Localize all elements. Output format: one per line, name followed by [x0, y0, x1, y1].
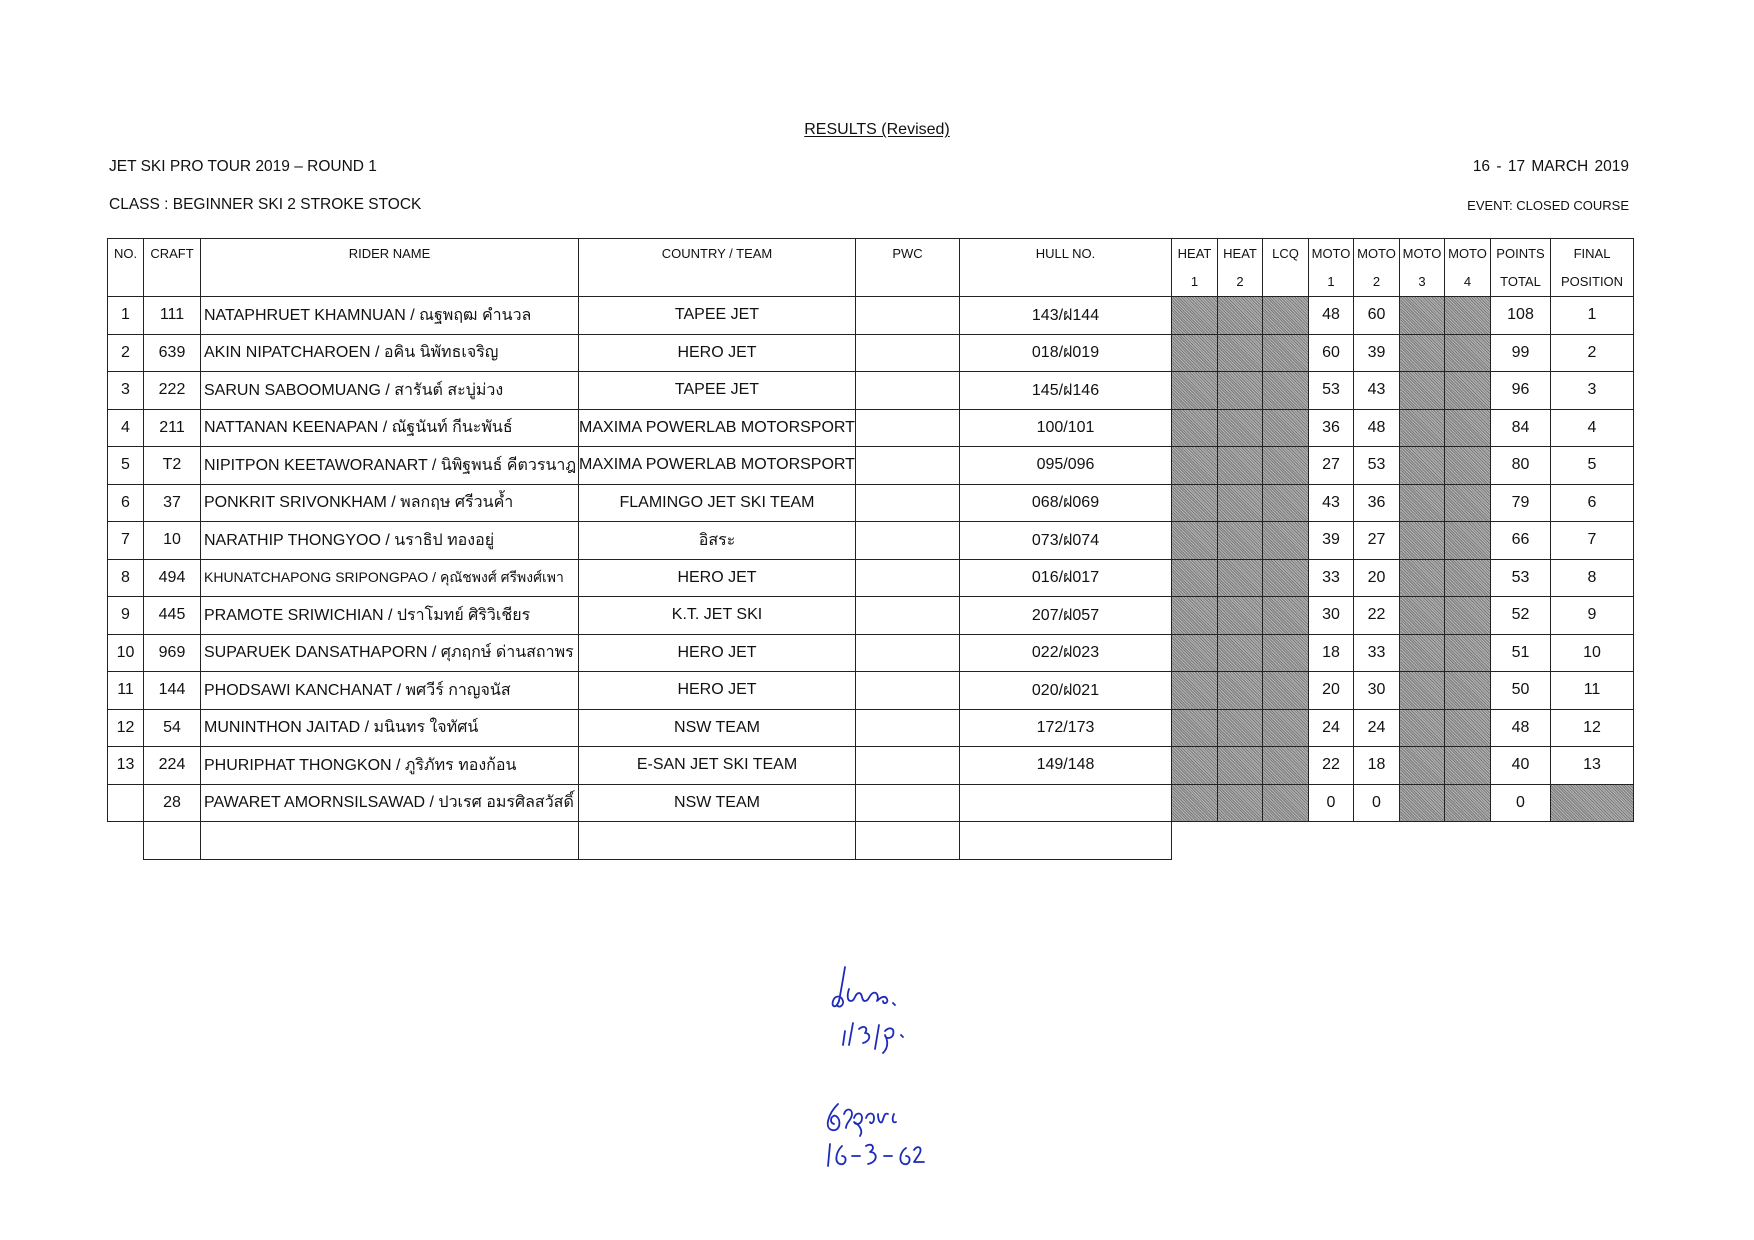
cell-pwc	[856, 484, 960, 522]
col-moto1-number: 1	[1309, 268, 1354, 297]
signature-1	[825, 965, 935, 1065]
cell-final-position: 3	[1551, 372, 1634, 410]
cell-no: 8	[108, 559, 144, 597]
table-row	[108, 597, 1634, 635]
cell-team: อิสระ	[579, 522, 856, 560]
cell-final-position: 12	[1551, 709, 1634, 747]
cell-heat2-shaded	[1218, 372, 1263, 410]
cell-no: 13	[108, 747, 144, 785]
col-no-header: NO.	[108, 239, 144, 268]
empty-cell	[1172, 822, 1218, 860]
cell-moto3-shaded	[1400, 634, 1445, 672]
cell-final-position: 7	[1551, 522, 1634, 560]
cell-moto1: 43	[1309, 484, 1354, 522]
col-moto2-header: MOTO	[1354, 239, 1400, 268]
cell-hull: 020/ฝ021	[960, 672, 1172, 710]
cell-lcq-shaded	[1263, 522, 1309, 560]
cell-no: 11	[108, 672, 144, 710]
cell-heat1-shaded	[1172, 484, 1218, 522]
col-heat2-header: HEAT	[1218, 239, 1263, 268]
cell-moto2: 48	[1354, 409, 1400, 447]
cell-moto1: 18	[1309, 634, 1354, 672]
cell-craft: 28	[144, 784, 201, 822]
cell-moto3-shaded	[1400, 484, 1445, 522]
cell-pwc	[856, 372, 960, 410]
empty-cell	[1491, 822, 1551, 860]
cell-team: FLAMINGO JET SKI TEAM	[579, 484, 856, 522]
col-moto2-number: 2	[1354, 268, 1400, 297]
cell-hull: 149/148	[960, 747, 1172, 785]
cell-heat1-shaded	[1172, 522, 1218, 560]
cell-moto2: 0	[1354, 784, 1400, 822]
cell-heat1-shaded	[1172, 334, 1218, 372]
results-table	[107, 238, 1634, 860]
cell-craft: 445	[144, 597, 201, 635]
cell-lcq-shaded	[1263, 672, 1309, 710]
cell-craft: 54	[144, 709, 201, 747]
cell-moto2: 30	[1354, 672, 1400, 710]
cell-points-total: 48	[1491, 709, 1551, 747]
cell-rider-name: SARUN SABOOMUANG / สารันต์ สะบู่ม่วง	[201, 372, 579, 410]
cell-heat1-shaded	[1172, 597, 1218, 635]
cell-moto2: 39	[1354, 334, 1400, 372]
empty-cell	[1445, 822, 1491, 860]
col-heat1-number: 1	[1172, 268, 1218, 297]
cell-moto1: 53	[1309, 372, 1354, 410]
cell-moto2: 18	[1354, 747, 1400, 785]
cell-moto2: 27	[1354, 522, 1400, 560]
table-row	[108, 784, 1634, 822]
cell-moto1: 39	[1309, 522, 1354, 560]
cell-rider-name: KHUNATCHAPONG SRIPONGPAO / คุณัชพงศ์ ศรีพงศ์เพา	[201, 559, 579, 597]
cell-rider-name: PHODSAWI KANCHANAT / พศวีร์ กาญจนัส	[201, 672, 579, 710]
cell-team: HERO JET	[579, 634, 856, 672]
cell-no: 12	[108, 709, 144, 747]
cell-points-total: 52	[1491, 597, 1551, 635]
cell-final-position: 11	[1551, 672, 1634, 710]
cell-moto4-shaded	[1445, 559, 1491, 597]
cell-moto1: 36	[1309, 409, 1354, 447]
cell-moto2: 24	[1354, 709, 1400, 747]
col-heat1-header: HEAT	[1172, 239, 1218, 268]
cell-moto2: 43	[1354, 372, 1400, 410]
cell-points-total: 99	[1491, 334, 1551, 372]
cell-craft: T2	[144, 447, 201, 485]
cell-moto1: 33	[1309, 559, 1354, 597]
table-row	[108, 334, 1634, 372]
col-moto1-header: MOTO	[1309, 239, 1354, 268]
cell-craft: 969	[144, 634, 201, 672]
col-lcq-header: LCQ	[1263, 239, 1309, 268]
cell-moto3-shaded	[1400, 672, 1445, 710]
cell-pwc	[856, 522, 960, 560]
cell-moto1: 22	[1309, 747, 1354, 785]
cell-points-total: 84	[1491, 409, 1551, 447]
cell-moto2: 33	[1354, 634, 1400, 672]
table-row	[108, 709, 1634, 747]
cell-heat1-shaded	[1172, 297, 1218, 335]
cell-moto2: 60	[1354, 297, 1400, 335]
table-row	[108, 409, 1634, 447]
cell-points-total: 0	[1491, 784, 1551, 822]
cell-heat1-shaded	[1172, 784, 1218, 822]
cell-points-total: 80	[1491, 447, 1551, 485]
cell-heat2-shaded	[1218, 447, 1263, 485]
cell-heat2-shaded	[1218, 634, 1263, 672]
cell-moto4-shaded	[1445, 372, 1491, 410]
cell-rider-name: MUNINTHON JAITAD / มนินทร ใจทัศน์	[201, 709, 579, 747]
cell-rider-name: NIPITPON KEETAWORANART / นิพิฐพนธ์ คีตวรนาฎ	[201, 447, 579, 485]
cell-moto2: 20	[1354, 559, 1400, 597]
cell-no: 10	[108, 634, 144, 672]
cell-heat2-shaded	[1218, 409, 1263, 447]
cell-no: 2	[108, 334, 144, 372]
col-craft-header: CRAFT	[144, 239, 201, 268]
cell-moto3-shaded	[1400, 784, 1445, 822]
cell-team: K.T. JET SKI	[579, 597, 856, 635]
cell-rider-name: PONKRIT SRIVONKHAM / พลกฤษ ศรีวนค้ำ	[201, 484, 579, 522]
cell-moto2: 36	[1354, 484, 1400, 522]
cell-moto3-shaded	[1400, 522, 1445, 560]
cell-final-position: 5	[1551, 447, 1634, 485]
cell-no: 1	[108, 297, 144, 335]
results-title: RESULTS (Revised)	[804, 121, 950, 138]
cell-moto3-shaded	[1400, 747, 1445, 785]
empty-cell	[144, 822, 201, 860]
cell-position-shaded	[1551, 784, 1634, 822]
col-heat2-number: 2	[1218, 268, 1263, 297]
cell-team: NSW TEAM	[579, 709, 856, 747]
cell-moto4-shaded	[1445, 597, 1491, 635]
cell-heat2-shaded	[1218, 597, 1263, 635]
cell-points-total: 51	[1491, 634, 1551, 672]
cell-hull: 016/ฝ017	[960, 559, 1172, 597]
empty-cell	[1309, 822, 1354, 860]
cell-no: 7	[108, 522, 144, 560]
cell-moto3-shaded	[1400, 334, 1445, 372]
cell-heat1-shaded	[1172, 559, 1218, 597]
cell-rider-name: PHURIPHAT THONGKON / ภูริภัทร ทองก้อน	[201, 747, 579, 785]
col-team-header: COUNTRY / TEAM	[579, 239, 856, 268]
cell-moto4-shaded	[1445, 297, 1491, 335]
cell-moto4-shaded	[1445, 672, 1491, 710]
empty-cell	[1218, 822, 1263, 860]
cell-pwc	[856, 709, 960, 747]
cell-heat2-shaded	[1218, 709, 1263, 747]
col-moto4-number: 4	[1445, 268, 1491, 297]
cell-pwc	[856, 784, 960, 822]
cell-no: 5	[108, 447, 144, 485]
cell-lcq-shaded	[1263, 634, 1309, 672]
col-rider-header: RIDER NAME	[201, 239, 579, 268]
cell-team: MAXIMA POWERLAB MOTORSPORT	[579, 409, 856, 447]
table-row	[108, 559, 1634, 597]
cell-heat1-shaded	[1172, 634, 1218, 672]
table-row	[108, 522, 1634, 560]
cell-pwc	[856, 297, 960, 335]
cell-heat2-shaded	[1218, 747, 1263, 785]
empty-cell	[1263, 822, 1309, 860]
cell-rider-name: SUPARUEK DANSATHAPORN / ศุภฤกษ์ ด่านสถาพร	[201, 634, 579, 672]
empty-cell	[1400, 822, 1445, 860]
cell-moto1: 48	[1309, 297, 1354, 335]
col-moto3-number: 3	[1400, 268, 1445, 297]
cell-moto4-shaded	[1445, 709, 1491, 747]
cell-team: E-SAN JET SKI TEAM	[579, 747, 856, 785]
cell-team: HERO JET	[579, 334, 856, 372]
empty-cell	[1354, 822, 1400, 860]
cell-rider-name: NATTANAN KEENAPAN / ณัฐนันท์ กีนะพันธ์	[201, 409, 579, 447]
cell-moto4-shaded	[1445, 522, 1491, 560]
cell-lcq-shaded	[1263, 709, 1309, 747]
cell-points-total: 53	[1491, 559, 1551, 597]
empty-cell	[579, 822, 856, 860]
cell-final-position: 9	[1551, 597, 1634, 635]
cell-craft: 639	[144, 334, 201, 372]
cell-points-total: 108	[1491, 297, 1551, 335]
col-hull-header: HULL NO.	[960, 239, 1172, 268]
cell-heat2-shaded	[1218, 522, 1263, 560]
cell-heat2-shaded	[1218, 484, 1263, 522]
cell-craft: 144	[144, 672, 201, 710]
header-row-bottom	[108, 268, 1634, 297]
table-row	[108, 747, 1634, 785]
cell-no	[108, 784, 144, 822]
cell-heat2-shaded	[1218, 297, 1263, 335]
cell-no: 3	[108, 372, 144, 410]
cell-heat2-shaded	[1218, 334, 1263, 372]
cell-moto4-shaded	[1445, 634, 1491, 672]
event-name: JET SKI PRO TOUR 2019 – ROUND 1	[109, 158, 377, 175]
cell-craft: 494	[144, 559, 201, 597]
event-type: EVENT: CLOSED COURSE	[1467, 198, 1629, 213]
col-points-header: POINTS	[1491, 239, 1551, 268]
cell-heat1-shaded	[1172, 447, 1218, 485]
cell-heat1-shaded	[1172, 409, 1218, 447]
empty-cell	[960, 822, 1172, 860]
cell-moto4-shaded	[1445, 447, 1491, 485]
cell-hull: 145/ฝ146	[960, 372, 1172, 410]
cell-moto3-shaded	[1400, 297, 1445, 335]
col-points-total: TOTAL	[1491, 268, 1551, 297]
empty-cell	[201, 822, 579, 860]
empty-cell	[856, 822, 960, 860]
table-row	[108, 484, 1634, 522]
cell-moto1: 30	[1309, 597, 1354, 635]
table-row	[108, 447, 1634, 485]
cell-craft: 211	[144, 409, 201, 447]
cell-moto3-shaded	[1400, 372, 1445, 410]
cell-pwc	[856, 334, 960, 372]
cell-hull: 073/ฝ074	[960, 522, 1172, 560]
col-moto4-header: MOTO	[1445, 239, 1491, 268]
cell-points-total: 79	[1491, 484, 1551, 522]
event-date: 16 - 17 MARCH 2019	[1472, 158, 1629, 175]
cell-lcq-shaded	[1263, 484, 1309, 522]
cell-hull: 018/ฝ019	[960, 334, 1172, 372]
cell-lcq-shaded	[1263, 372, 1309, 410]
cell-heat1-shaded	[1172, 672, 1218, 710]
cell-hull: 207/ฝ057	[960, 597, 1172, 635]
cell-craft: 222	[144, 372, 201, 410]
cell-rider-name: PRAMOTE SRIWICHIAN / ปราโมทย์ ศิริวิเชียร	[201, 597, 579, 635]
cell-moto3-shaded	[1400, 447, 1445, 485]
header-row-top	[108, 239, 1634, 268]
col-final-header: FINAL	[1551, 239, 1634, 268]
cell-lcq-shaded	[1263, 784, 1309, 822]
col-moto3-header: MOTO	[1400, 239, 1445, 268]
cell-moto4-shaded	[1445, 784, 1491, 822]
cell-moto1: 24	[1309, 709, 1354, 747]
cell-heat1-shaded	[1172, 747, 1218, 785]
cell-no: 4	[108, 409, 144, 447]
cell-pwc	[856, 747, 960, 785]
cell-final-position: 10	[1551, 634, 1634, 672]
cell-points-total: 66	[1491, 522, 1551, 560]
cell-heat1-shaded	[1172, 372, 1218, 410]
cell-moto3-shaded	[1400, 597, 1445, 635]
cell-team: NSW TEAM	[579, 784, 856, 822]
cell-points-total: 50	[1491, 672, 1551, 710]
cell-moto4-shaded	[1445, 484, 1491, 522]
cell-moto3-shaded	[1400, 559, 1445, 597]
empty-cell	[108, 822, 144, 860]
table-row	[108, 372, 1634, 410]
cell-moto1: 27	[1309, 447, 1354, 485]
cell-craft: 111	[144, 297, 201, 335]
cell-moto4-shaded	[1445, 409, 1491, 447]
table-row	[108, 297, 1634, 335]
cell-pwc	[856, 634, 960, 672]
cell-team: HERO JET	[579, 672, 856, 710]
cell-heat1-shaded	[1172, 709, 1218, 747]
cell-points-total: 96	[1491, 372, 1551, 410]
cell-hull: 068/ฝ069	[960, 484, 1172, 522]
col-final-position: POSITION	[1551, 268, 1634, 297]
table-row	[108, 634, 1634, 672]
cell-moto3-shaded	[1400, 409, 1445, 447]
cell-final-position: 8	[1551, 559, 1634, 597]
cell-hull: 172/173	[960, 709, 1172, 747]
cell-lcq-shaded	[1263, 334, 1309, 372]
cell-no: 6	[108, 484, 144, 522]
cell-final-position: 6	[1551, 484, 1634, 522]
cell-moto3-shaded	[1400, 709, 1445, 747]
cell-lcq-shaded	[1263, 447, 1309, 485]
cell-craft: 224	[144, 747, 201, 785]
cell-lcq-shaded	[1263, 409, 1309, 447]
cell-pwc	[856, 672, 960, 710]
cell-rider-name: NARATHIP THONGYOO / นราธิป ทองอยู่	[201, 522, 579, 560]
cell-moto1: 20	[1309, 672, 1354, 710]
cell-pwc	[856, 559, 960, 597]
cell-pwc	[856, 597, 960, 635]
cell-no: 9	[108, 597, 144, 635]
cell-moto1: 0	[1309, 784, 1354, 822]
cell-hull: 100/101	[960, 409, 1172, 447]
cell-final-position: 1	[1551, 297, 1634, 335]
event-class: CLASS : BEGINNER SKI 2 STROKE STOCK	[109, 196, 422, 213]
col-pwc-header: PWC	[856, 239, 960, 268]
empty-row	[108, 822, 1634, 860]
cell-team: MAXIMA POWERLAB MOTORSPORT	[579, 447, 856, 485]
cell-rider-name: AKIN NIPATCHAROEN / อคิน นิพัทธเจริญ	[201, 334, 579, 372]
cell-moto2: 22	[1354, 597, 1400, 635]
cell-hull: 095/096	[960, 447, 1172, 485]
cell-lcq-shaded	[1263, 597, 1309, 635]
cell-heat2-shaded	[1218, 784, 1263, 822]
cell-pwc	[856, 447, 960, 485]
cell-hull: 022/ฝ023	[960, 634, 1172, 672]
empty-cell	[1551, 822, 1634, 860]
cell-moto4-shaded	[1445, 334, 1491, 372]
cell-final-position: 2	[1551, 334, 1634, 372]
cell-moto2: 53	[1354, 447, 1400, 485]
cell-moto4-shaded	[1445, 747, 1491, 785]
cell-moto1: 60	[1309, 334, 1354, 372]
cell-rider-name: NATAPHRUET KHAMNUAN / ณฐพฤฒ คำนวล	[201, 297, 579, 335]
cell-hull: 143/ฝ144	[960, 297, 1172, 335]
cell-lcq-shaded	[1263, 559, 1309, 597]
signature-2	[818, 1100, 928, 1180]
cell-points-total: 40	[1491, 747, 1551, 785]
cell-craft: 37	[144, 484, 201, 522]
table-row	[108, 672, 1634, 710]
cell-hull	[960, 784, 1172, 822]
cell-lcq-shaded	[1263, 747, 1309, 785]
cell-final-position: 13	[1551, 747, 1634, 785]
cell-lcq-shaded	[1263, 297, 1309, 335]
cell-rider-name: PAWARET AMORNSILSAWAD / ปวเรศ อมรศิลสวัสดิ์	[201, 784, 579, 822]
cell-team: TAPEE JET	[579, 372, 856, 410]
cell-pwc	[856, 409, 960, 447]
cell-team: HERO JET	[579, 559, 856, 597]
cell-heat2-shaded	[1218, 559, 1263, 597]
cell-heat2-shaded	[1218, 672, 1263, 710]
cell-final-position: 4	[1551, 409, 1634, 447]
cell-craft: 10	[144, 522, 201, 560]
cell-team: TAPEE JET	[579, 297, 856, 335]
